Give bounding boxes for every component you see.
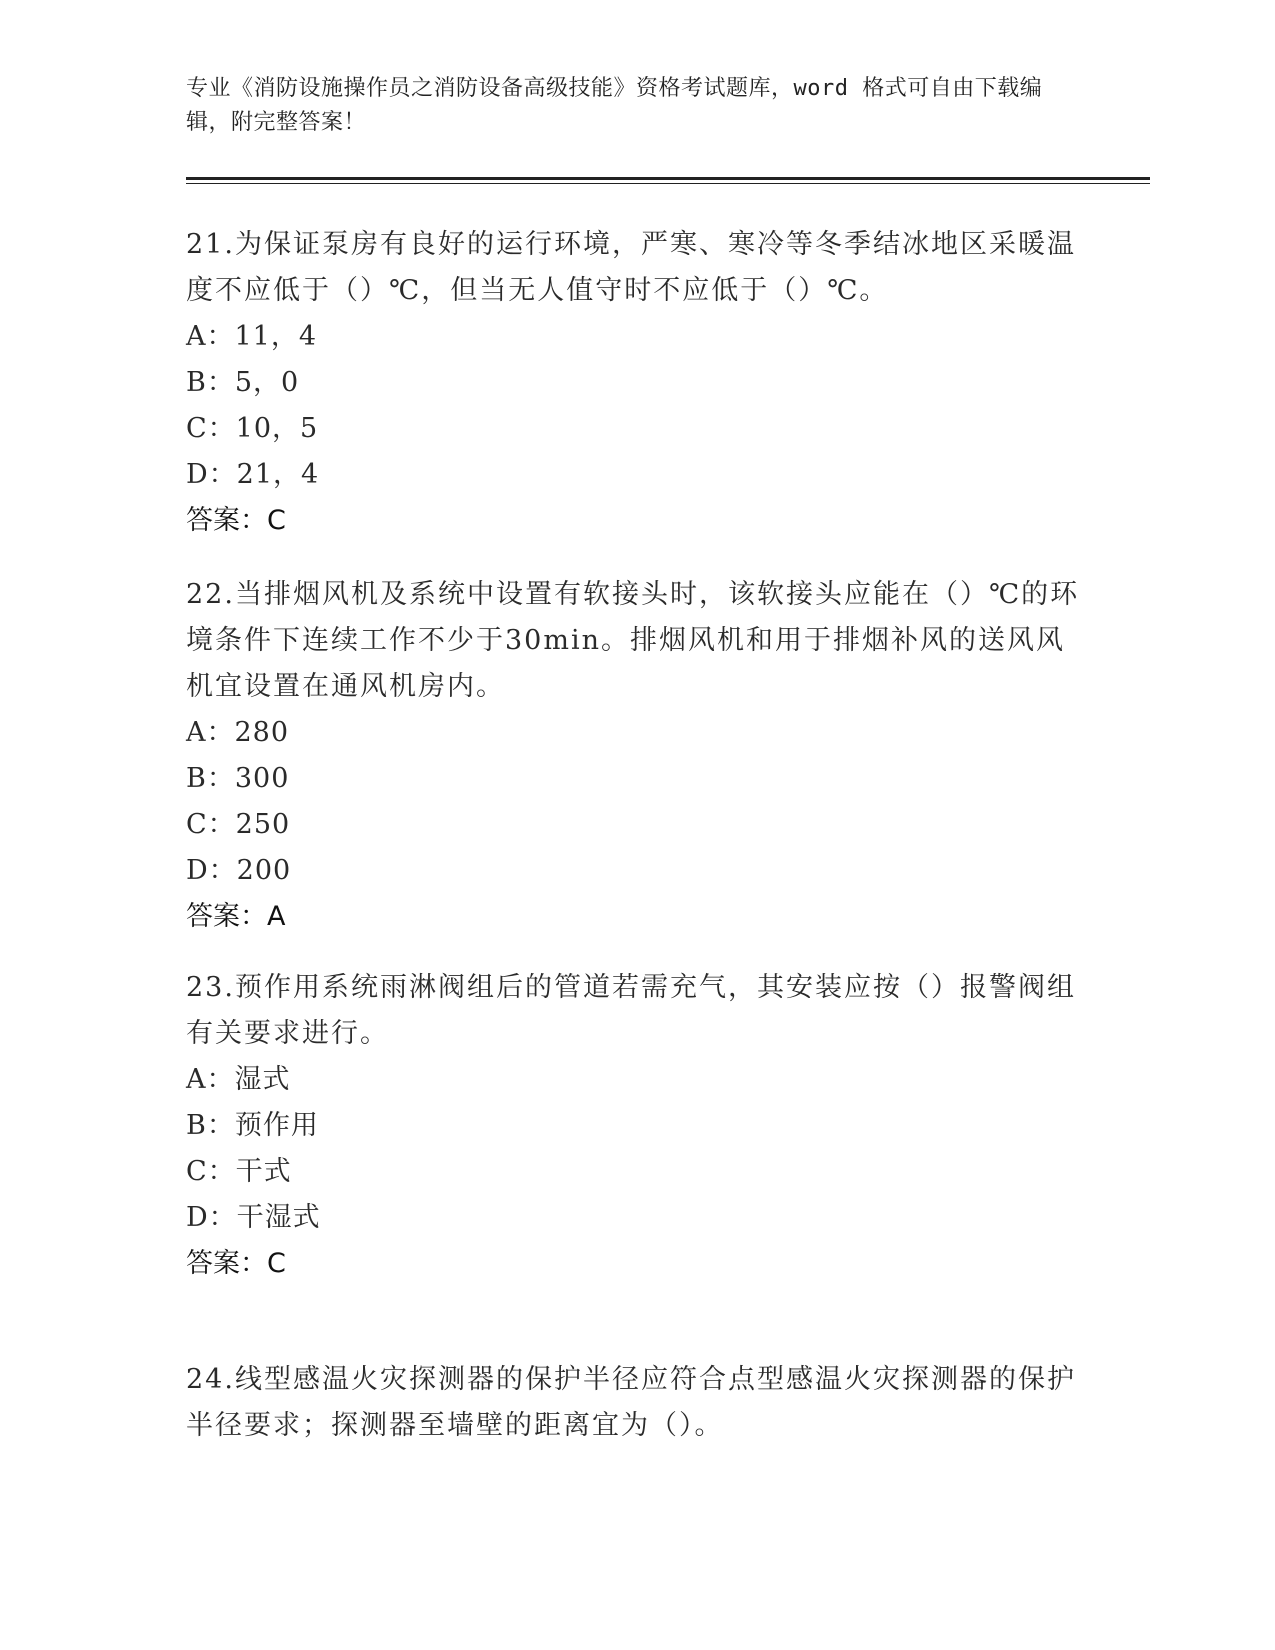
option-a: A：280 xyxy=(186,717,290,748)
question-stem: 22.当排烟风机及系统中设置有软接头时，该软接头应能在（）℃的环境条件下连续工作不少于30min。排烟风机和用于排烟补风的送风风机宜设置在通风机房内。 xyxy=(186,579,1080,702)
option-a: A：11，4 xyxy=(186,321,318,352)
question-24 xyxy=(186,1357,1086,1449)
option-c: C：10，5 xyxy=(186,413,319,444)
option-d: D：干湿式 xyxy=(186,1202,321,1233)
document-header: 专业《消防设施操作员之消防设备高级技能》资格考试题库，word 格式可自由下载编辑，附完整答案！ xyxy=(186,76,1043,135)
option-b: B：5，0 xyxy=(186,367,300,398)
answer: 答案：C xyxy=(186,505,286,536)
option-d: D：21，4 xyxy=(186,459,320,490)
question-stem: 21.为保证泵房有良好的运行环境，严寒、寒冷等冬季结冰地区采暖温度不应低于（）℃，但当无人值守时不应低于（）℃。 xyxy=(186,229,1076,306)
question-21 xyxy=(186,222,1086,544)
answer: 答案：A xyxy=(186,901,286,932)
question-23 xyxy=(186,965,1086,1287)
question-stem: 24.线型感温火灾探测器的保护半径应符合点型感温火灾探测器的保护半径要求；探测器至墙壁的距离宜为（）。 xyxy=(186,1364,1076,1441)
option-b: B：300 xyxy=(186,763,290,794)
option-d: D：200 xyxy=(186,855,292,886)
question-stem: 23.预作用系统雨淋阀组后的管道若需充气，其安装应按（）报警阀组有关要求进行。 xyxy=(186,972,1076,1049)
question-22 xyxy=(186,572,1086,940)
option-c: C：250 xyxy=(186,809,291,840)
answer: 答案：C xyxy=(186,1248,286,1279)
header-divider-thick xyxy=(186,177,1150,180)
option-b: B：预作用 xyxy=(186,1110,319,1141)
option-c: C：干式 xyxy=(186,1156,292,1187)
option-a: A：湿式 xyxy=(186,1064,291,1095)
header-divider-thin xyxy=(186,183,1150,184)
